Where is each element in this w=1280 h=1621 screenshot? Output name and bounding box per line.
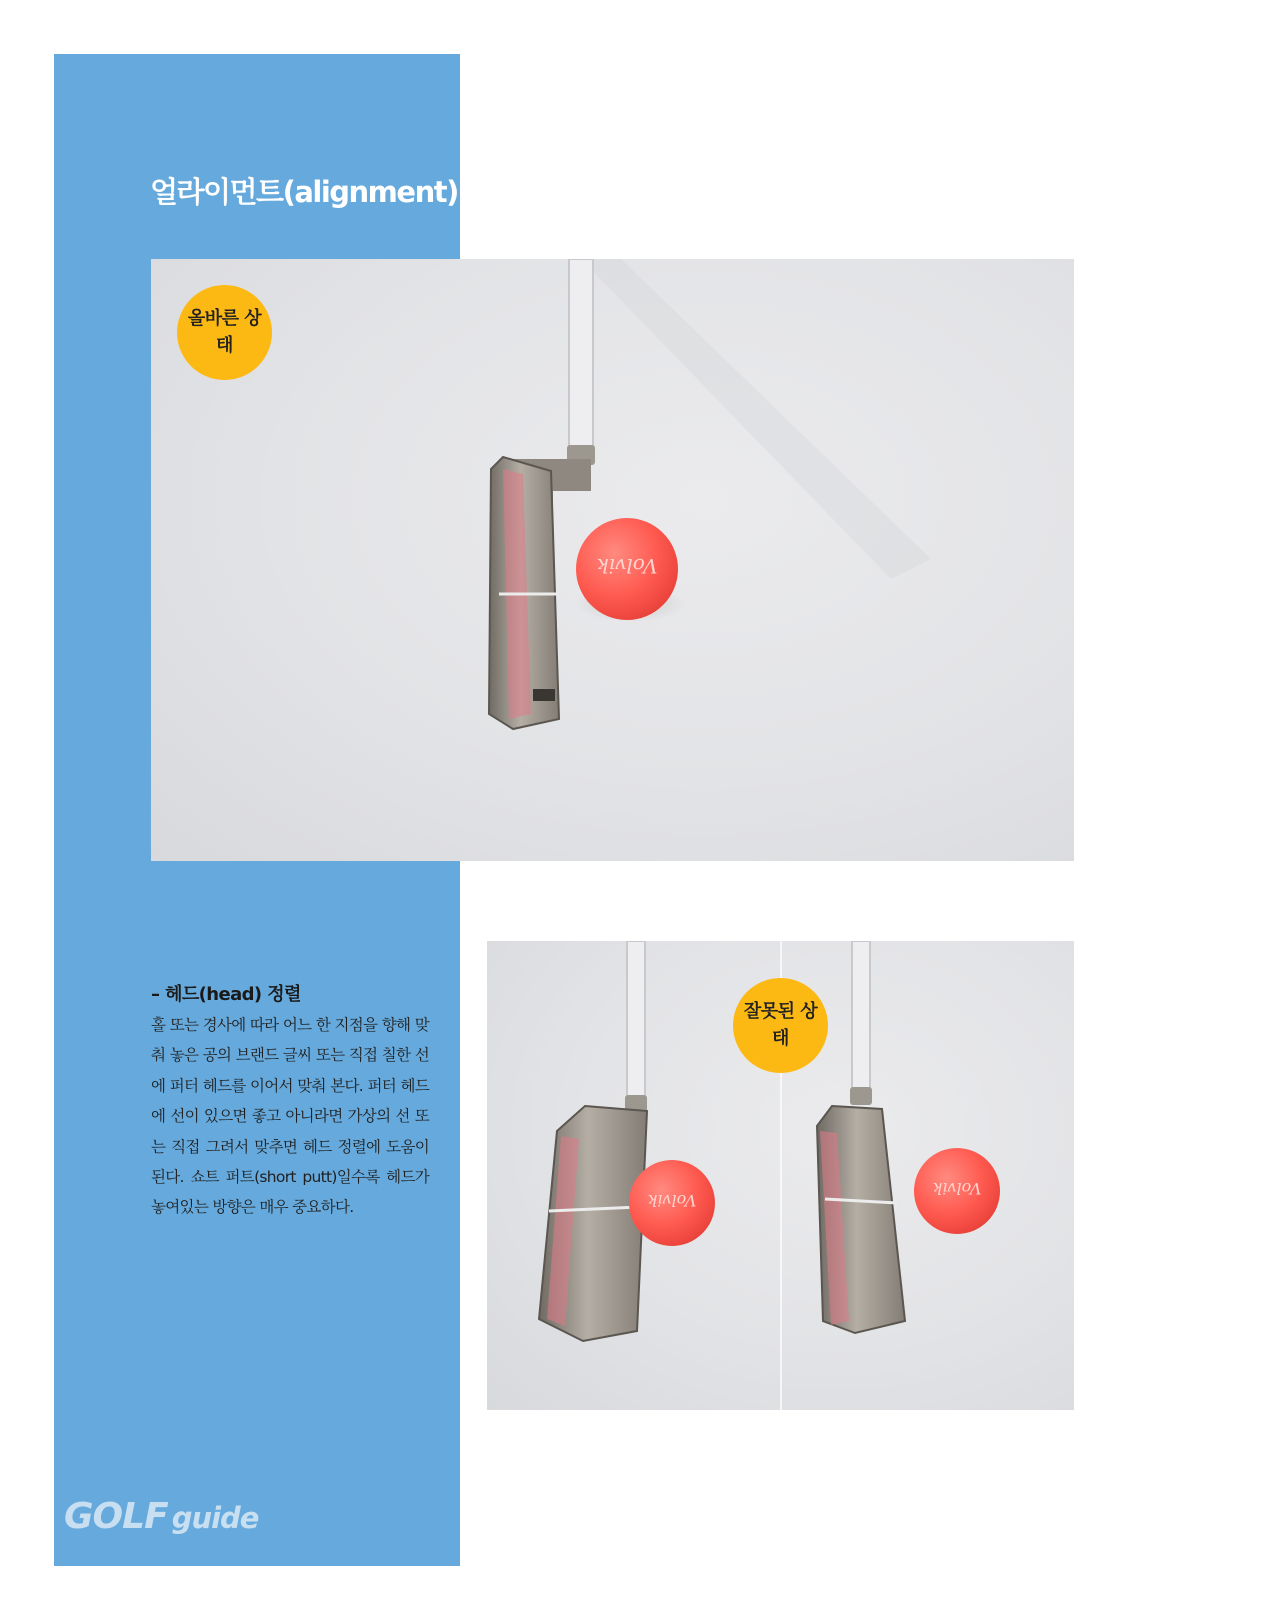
ball-brand-text-left: Volvik [647,1191,697,1210]
page-title: 얼라이먼트(alignment) [150,175,458,209]
badge-wrong-state [733,978,828,1073]
badge-correct-label: 올바른 상태 [187,308,262,356]
logo-golf: GOLF [64,1496,168,1537]
article-body: 홀 또는 경사에 따라 어느 한 지점을 향해 맞춰 놓은 공의 브랜드 글씨 또는 직접 칠한 선에 퍼터 헤드를 이어서 맞춰 본다. 퍼터 헤드에 선이 있으면 좋고 아니라면 가상의 선 또는 직접 그려서 맞추면 헤드 정렬에 도움이 된다. 쇼트 퍼트(short putt)일수록 헤드가 놓여있는 방향은 매우 중요하다. [151,1016,429,1217]
badge-correct-state [177,285,272,380]
putter-ball-correct-illustration [151,259,1074,861]
section-subheading: – 헤드(head) 정렬 [151,984,301,1005]
badge-wrong-label: 잘못된 상태 [743,1001,818,1049]
ball-brand-text-right: Volvik [932,1179,982,1198]
ball-brand-text: Volvik [596,554,658,578]
golf-guide-logo [64,1496,258,1537]
logo-guide: guide [171,1501,259,1535]
photo-correct-alignment [151,259,1074,861]
